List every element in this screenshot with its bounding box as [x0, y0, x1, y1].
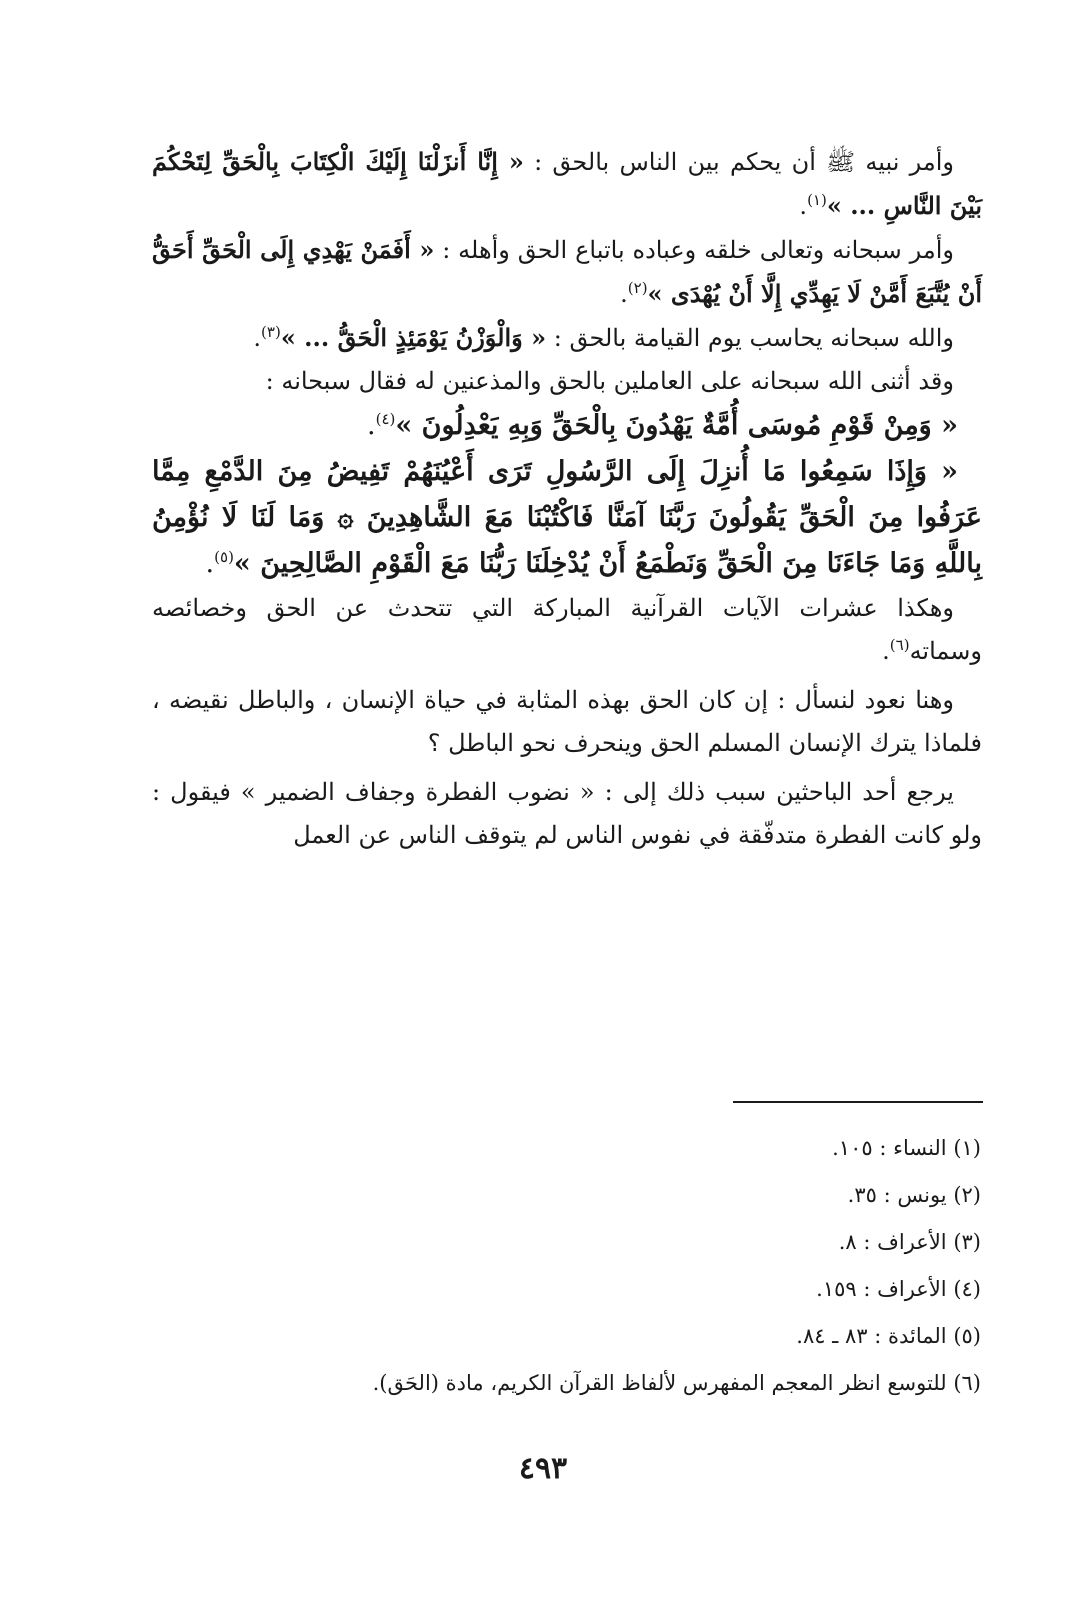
paragraph-text: وأمر سبحانه وتعالى خلقه وعباده باتباع الحق وأهله :: [434, 236, 954, 264]
footnote-6: (٦) للتوسع انظر المعجم المفهرس لألفاظ القرآن الكريم، مادة (الحَق).: [372, 1371, 981, 1395]
quran-verse: « أَفَمَنْ يَهْدِي إِلَى الْحَقِّ أَحَقُّ أَنْ يُتَّبَعَ أَمَّنْ لَا يَهِدِّي إِلَّا أَنْ يُهْدَى »: [152, 235, 982, 308]
quran-verse: « وَإِذَا سَمِعُوا مَا أُنزِلَ إِلَى الرَّسُولِ تَرَى أَعْيُنَهُمْ تَفِيضُ مِنَ الدَّمْعِ مِمَّا عَرَفُوا مِنَ الْحَقِّ يَقُولُونَ رَبَّنَا آمَنَّا فَاكْتُبْنَا مَعَ الشَّاهِدِينَ ۞ وَمَا لَنَا لَا نُؤْمِنُ بِاللَّهِ وَمَا جَاءَنَا مِنَ الْحَقِّ وَنَطْمَعُ أَنْ يُدْخِلَنَا رَبُّنَا مَعَ الْقَوْمِ الصَّالِحِينَ »: [152, 456, 982, 579]
paragraph-2: وأمر سبحانه وتعالى خلقه وعباده باتباع الحق وأهله : « أَفَمَنْ يَهْدِي إِلَى الْحَقِّ أَحَقُّ أَنْ يُتَّبَعَ أَمَّنْ لَا يَهِدِّي إِلَّا أَنْ يُهْدَى »$^{(٢)}$.: [152, 235, 982, 308]
paragraph-text: وأمر نبيه ﷺ أن يحكم بين الناس بالحق :: [523, 148, 954, 176]
quran-verse: « وَالْوَزْنُ يَوْمَئِذٍ الْحَقُّ ... »: [280, 323, 547, 352]
quran-verse: « إِنَّا أَنزَلْنَا إِلَيْكَ الْكِتَابَ بِالْحَقِّ لِتَحْكُمَ بَيْنَ النَّاسِ ... »: [152, 147, 982, 220]
footnote-ref: (٣): [261, 323, 281, 341]
footnote-1: (١) النساء : ١٠٥.: [832, 1136, 981, 1160]
footnote-2: (٢) يونس : ٣٥.: [847, 1183, 981, 1207]
footnote-ref: (٥): [214, 548, 234, 566]
footnote-divider: [733, 1101, 983, 1103]
page-number: ٤٩٣: [518, 1451, 568, 1486]
paragraph-text: وقد أثنى الله سبحانه على العاملين بالحق والمذعنين له فقال سبحانه :: [265, 367, 954, 395]
paragraph-7: [152, 679, 982, 765]
paragraph-8: [152, 771, 982, 857]
verse-block-5: « وَإِذَا سَمِعُوا مَا أُنزِلَ إِلَى الرَّسُولِ تَرَى أَعْيُنَهُمْ تَفِيضُ مِنَ الدَّمْعِ مِمَّا عَرَفُوا مِنَ الْحَقِّ يَقُولُونَ رَبَّنَا آمَنَّا فَاكْتُبْنَا مَعَ الشَّاهِدِينَ ۞ وَمَا لَنَا لَا نُؤْمِنُ بِاللَّهِ وَمَا جَاءَنَا مِنَ الْحَقِّ وَنَطْمَعُ أَنْ يُدْخِلَنَا رَبُّنَا مَعَ الْقَوْمِ الصَّالِحِينَ »$^{(٥)}$.: [152, 456, 982, 579]
paragraph-text: وهكذا عشرات الآيات القرآنية المباركة التي تتحدث عن الحق وخصائصه وسماته: [152, 594, 982, 665]
paragraph-text: وهنا نعود لنسأل : إن كان الحق بهذه المثابة في حياة الإنسان ، والباطل نقيضه ، فلماذا يترك الإنسان المسلم الحق وينحرف نحو الباطل ؟: [152, 686, 982, 757]
paragraph-6: وهكذا عشرات الآيات القرآنية المباركة التي تتحدث عن الحق وخصائصه وسماته$^{(٦)}$.: [152, 594, 982, 665]
footnote-3: (٣) الأعراف : ٨.: [838, 1230, 981, 1254]
footnote-ref: (١): [807, 191, 827, 209]
paragraph-1: وأمر نبيه ﷺ أن يحكم بين الناس بالحق : « إِنَّا أَنزَلْنَا إِلَيْكَ الْكِتَابَ بِالْحَقِّ لِتَحْكُمَ بَيْنَ النَّاسِ ... »$^{(١)}$.: [152, 147, 982, 220]
quran-verse: « وَمِنْ قَوْمِ مُوسَى أُمَّةٌ يَهْدُونَ بِالْحَقِّ وَبِهِ يَعْدِلُونَ »: [395, 410, 958, 441]
footnote-ref: (٦): [889, 636, 910, 654]
verse-block-4: « وَمِنْ قَوْمِ مُوسَى أُمَّةٌ يَهْدُونَ بِالْحَقِّ وَبِهِ يَعْدِلُونَ »$^{(٤)}$.: [367, 410, 958, 441]
paragraph-text: والله سبحانه يحاسب يوم القيامة بالحق :: [546, 324, 954, 352]
main-text: [152, 140, 982, 857]
footnote-ref: (٢): [627, 279, 648, 297]
footnote-5: (٥) المائدة : ٨٣ ـ ٨٤.: [796, 1324, 981, 1348]
footnote-ref: (٤): [375, 410, 396, 428]
footnotes: [151, 1125, 981, 1407]
footnote-4: (٤) الأعراف : ١٥٩.: [816, 1277, 981, 1301]
paragraph-4: [152, 360, 982, 403]
paragraph-text: يرجع أحد الباحثين سبب ذلك إلى : « نضوب الفطرة وجفاف الضمير » فيقول : ولو كانت الفطرة متدفّقة في نفوس الناس لم يتوقف الناس عن العمل: [152, 778, 982, 849]
paragraph-3: والله سبحانه يحاسب يوم القيامة بالحق : « وَالْوَزْنُ يَوْمَئِذٍ الْحَقُّ ... »$^{(٣)}$.: [253, 323, 954, 352]
